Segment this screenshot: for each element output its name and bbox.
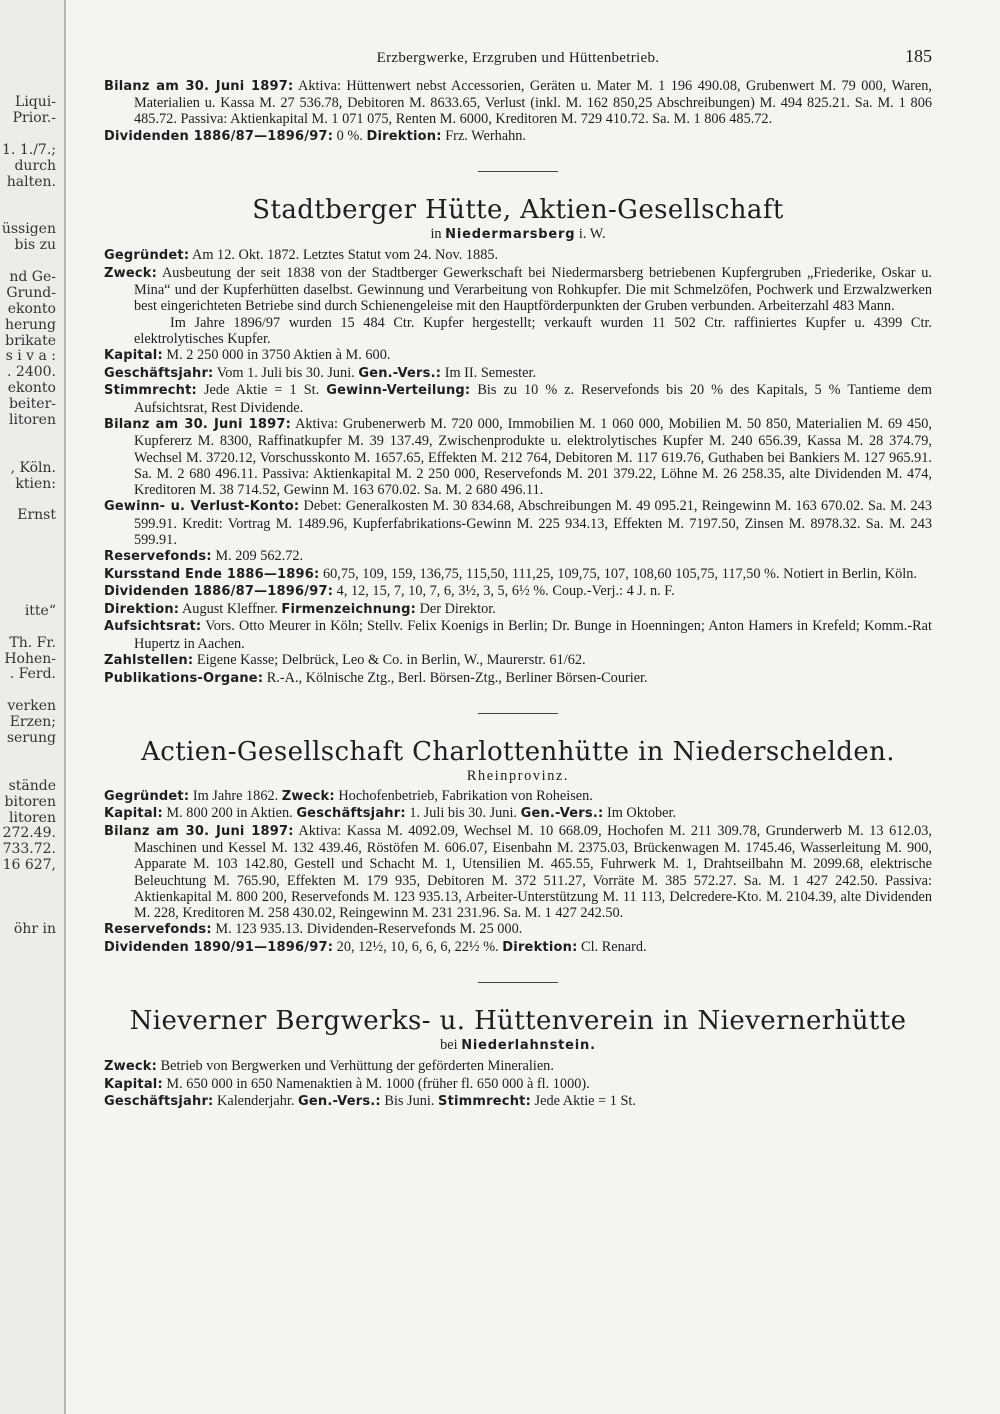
company-location	[104, 226, 932, 243]
field-zweck-continued	[104, 315, 932, 347]
field-kursstand	[104, 566, 932, 583]
field-publikations-organe	[104, 670, 932, 687]
margin-fragment: Prior.-	[12, 109, 56, 126]
margin-fragment: . Ferd.	[9, 666, 56, 683]
company-location	[104, 1037, 932, 1054]
label-geschaeftsjahr: Geschäftsjahr:	[104, 1094, 214, 1110]
margin-fragment: Ernst	[17, 507, 56, 524]
text-reservefonds: M. 209 562.72.	[211, 548, 304, 565]
label-gegruendet: Gegründet:	[104, 788, 190, 804]
label-gewinn-verteilung: Gewinn-Verteilung:	[326, 383, 471, 399]
margin-fragment: brikate	[5, 332, 56, 349]
text-stimmrecht: Jede Aktie = 1 St.	[530, 1093, 636, 1110]
entry-prev-bilanz	[104, 78, 932, 128]
label-kursstand: Kursstand Ende 1886—1896:	[104, 566, 320, 582]
text-geschaeftsjahr: 1. Juli bis 30. Juni.	[405, 805, 517, 822]
section-divider	[478, 982, 558, 983]
label-gen-vers: Gen.-Vers.:	[520, 806, 604, 822]
page-number: 185	[905, 46, 932, 66]
text-kapital: M. 2 250 000 in 3750 Aktien à M. 600.	[162, 347, 391, 364]
company-location: Rheinprovinz.	[466, 767, 570, 784]
location-place: Niederlahnstein.	[461, 1038, 596, 1054]
location-prefix: in	[430, 226, 446, 243]
field-kapital	[104, 347, 932, 364]
text-bilanz: Aktiva: Hüttenwert nebst Accessorien, Geräten u. Mater M. 1 196 490.08, Grubenwert M. 79 000, Waren, Materialien u. Kassa M. 27 536.78, Debitoren M. 8633.65, Verlust (inkl. M. 162 850,25 Abschreibungen) M. 494 825.21. Sa. M. 1 806 485.72. Passiva: Aktienkapital M. 1 071 075, Renten M. 6000, Kreditoren M. 729 410.72. Sa. M. 1 806 485.72.	[134, 78, 932, 128]
margin-fragment: halten.	[6, 173, 56, 190]
label-gegruendet: Gegründet:	[104, 248, 190, 264]
label-bilanz: Bilanz am 30. Juni 1897:	[104, 79, 294, 94]
text-gen-vers: Im Oktober.	[603, 805, 677, 822]
company-title: Nieverner Bergwerks- u. Hüttenverein in Nievernerhütte	[129, 1006, 907, 1037]
label-reservefonds: Reservefonds:	[104, 922, 212, 938]
text-stimmrecht: Jede Aktie = 1 St.	[196, 382, 320, 399]
label-bilanz: Bilanz am 30. Juni 1897:	[104, 823, 294, 839]
field-gewinn-verlust	[104, 498, 932, 548]
page-content	[104, 46, 932, 1111]
label-aufsichtsrat: Aufsichtsrat:	[104, 619, 202, 635]
margin-fragment: , Köln.	[10, 459, 56, 476]
margin-fragment: verken	[7, 698, 56, 715]
text-gen-vers: Im II. Semester.	[441, 364, 537, 381]
field-zweck	[104, 1058, 932, 1075]
field-geschaeftsjahr	[104, 1093, 932, 1110]
field-aufsichtsrat	[104, 618, 932, 651]
field-direktion	[104, 601, 932, 618]
location-suffix: i. W.	[575, 226, 606, 243]
label-firmenzeichnung: Firmenzeichnung:	[281, 601, 417, 617]
field-zweck	[104, 265, 932, 315]
text-direktion: August Kleffner.	[179, 600, 278, 617]
text-dividenden: 20, 12½, 10, 6, 6, 6, 22½ %.	[333, 938, 499, 955]
text-zweck: Ausbeutung der seit 1838 von der Stadtberger Gewerkschaft bei Niedermarsberg betriebenen Kupfergruben „Friederike, Oskar u. Mina“ und der Kupferhütten daselbst. Gewinnung und Verarbeitung von Rohkupfer. Die mit Schmelzöfen, Pochwerk und Erzwalzwerken best eingerichteten Betriebe sind durch Schienengeleise mit den Hauptförderpunkten der Gruben verbunden. Arbeiterzahl 483 Mann.	[134, 264, 932, 315]
margin-fragment: Liqui-	[15, 94, 56, 110]
location-place: Niedermarsberg	[445, 227, 576, 243]
text-zweck-continued: Im Jahre 1896/97 wurden 15 484 Ctr. Kupfer hergestellt; verkauft wurden 11 502 Ctr. raffiniertes Kupfer u. 4399 Ctr. elektrolytisches Kupfer.	[134, 314, 932, 347]
label-kapital: Kapital:	[104, 348, 163, 364]
company-title: Actien-Gesellschaft Charlottenhütte in Niederschelden.	[141, 736, 895, 767]
margin-fragment: stände	[8, 777, 56, 794]
margin-fragment: itte“	[24, 602, 56, 619]
text-dividenden: 0 %.	[333, 127, 363, 144]
label-kapital: Kapital:	[104, 1076, 163, 1092]
margin-fragment: bis zu	[14, 237, 56, 254]
text-kapital: M. 800 200 in Aktien.	[162, 805, 293, 822]
label-zweck: Zweck:	[104, 265, 158, 281]
label-gen-vers: Gen.-Vers.:	[298, 1094, 381, 1110]
field-geschaeftsjahr	[104, 365, 932, 382]
margin-fragment: Grund-	[6, 284, 56, 301]
label-zweck: Zweck:	[104, 1059, 158, 1075]
margin-fragment: ekonto	[7, 300, 56, 317]
text-bilanz: Aktiva: Grubenerwerb M. 720 000, Immobilien M. 1 060 000, Mobilien M. 50 850, Materialien M. 69 450, Kupfererz M. 8300, Raffinatkupfer M. 39 137.49, Zwischenprodukte u. elektrolytisches Kupfer M. 240 656.39, Kassa M. 28 374.79, Wechsel M. 3720.12, Vorschusskonto M. 1657.65, Effekten M. 212 764, Debitoren M. 117 619.76, Guthaben bei Bankiers M. 127 965.91. Sa. M. 2 680 496.11. Passiva: Aktienkapital M. 2 250 000, Reservefonds M. 201 379.22, Löhne M. 26 258.35, alte Dividenden M. 474, Kreditoren M. 38 714.52, Gewinn M. 163 670.02. Sa. M. 2 680 496.11.	[134, 416, 932, 498]
field-dividenden	[104, 583, 932, 600]
text-direktion: Cl. Renard.	[577, 938, 647, 955]
text-gewinn-verteilung: Bis zu 10 % z. Reservefonds bis 20 % des Kapitals, 5 % Tantieme dem Aufsichtsrat, Rest Dividende.	[134, 382, 932, 416]
margin-fragment: ktien:	[15, 475, 56, 492]
label-dividenden: Dividenden 1886/87—1896/97:	[104, 584, 334, 600]
label-geschaeftsjahr: Geschäftsjahr:	[104, 365, 214, 381]
label-bilanz: Bilanz am 30. Juni 1897:	[104, 417, 291, 433]
label-dividenden: Dividenden 1886/87—1896/97:	[104, 128, 334, 144]
margin-fragment: 1. 1./7.;	[2, 141, 56, 158]
text-aufsichtsrat: Vors. Otto Meurer in Köln; Stellv. Felix Koenigs in Berlin; Dr. Bunge in Hoenningen; Anton Hamers in Krefeld; Komm.-Rat Hupertz in Aachen.	[134, 618, 932, 652]
label-gen-vers: Gen.-Vers.:	[358, 365, 442, 381]
label-zahlstellen: Zahlstellen:	[104, 653, 194, 669]
margin-fragment: Erzen;	[9, 714, 56, 731]
margin-fragment: durch	[14, 157, 56, 174]
text-gen-vers: Bis Juni.	[380, 1093, 435, 1110]
company-nieverner	[104, 1005, 932, 1110]
field-gegruendet	[104, 247, 932, 264]
margin-fragment: 272.49.	[2, 825, 56, 842]
text-bilanz: Aktiva: Kassa M. 4092.09, Wechsel M. 10 668.09, Hochofen M. 211 309.78, Grunderwerb M. 13 612.03, Maschinen und Kessel M. 132 439.46, Röstöfen M. 606.07, Eisenbahn M. 2375.03, Brückenwagen M. 1745.46, Wasserleitung M. 900, Apparate M. 103 142.80, Gestell und Schacht M. 1, Utensilien M. 465.55, Fuhrwerk M. 1, Drahtseilbahn M. 2099.68, elektrische Beleuchtung M. 765.90, Effekten M. 179 935, Debitoren M. 372 511.27, Vorräte M. 385 572.27. Sa. M. 1 427 242.50. Passiva: Aktienkapital M. 800 200, Reservefonds M. 123 935.13, Arbeiter-Unterstützung M. 11 113, Delcredere-Kto. M. 2104.39, alte Dividenden M. 228, Kreditoren M. 258 430.02, Reingewinn M. 231 231.96. Sa. M. 1 427 242.50.	[134, 822, 932, 921]
label-stimmrecht: Stimmrecht:	[438, 1094, 531, 1110]
margin-fragment: s i v a :	[5, 348, 56, 365]
running-header-title: Erzbergwerke, Erzgruben und Hüttenbetrieb.	[376, 50, 660, 66]
margin-fragment: litoren	[8, 412, 56, 428]
company-stadtberger	[104, 194, 932, 687]
text-reservefonds: M. 123 935.13. Dividenden-Reservefonds M. 25 000.	[211, 921, 523, 938]
field-gegruendet	[104, 788, 932, 805]
location-prefix: bei	[440, 1037, 462, 1054]
left-margin-bleed	[0, 0, 66, 1414]
margin-fragment: 16 627,	[2, 857, 56, 874]
field-reservefonds	[104, 548, 932, 565]
margin-fragment: serung	[6, 730, 56, 746]
text-kapital: M. 650 000 in 650 Namenaktien à M. 1000 (früher fl. 650 000 à fl. 1000).	[162, 1075, 590, 1092]
label-direktion: Direktion:	[104, 601, 180, 617]
margin-fragment: ekonto	[7, 380, 56, 397]
field-bilanz	[104, 823, 932, 921]
text-firmenzeichnung: Der Direktor.	[416, 600, 496, 617]
margin-fragment: nd Ge-	[9, 268, 56, 285]
text-kursstand: 60,75, 109, 159, 136,75, 115,50, 111,25, 109,75, 107, 108,60 105,75, 117,50 %. Notiert in Berlin, Köln.	[319, 565, 917, 582]
entry-prev-dividenden	[104, 128, 932, 145]
margin-fragment: beiter-	[8, 396, 56, 413]
label-dividenden: Dividenden 1890/91—1896/97:	[104, 939, 334, 955]
margin-fragment: bitoren	[4, 793, 56, 810]
company-charlottenhuette	[104, 736, 932, 956]
field-dividenden	[104, 939, 932, 956]
margin-fragment: Th. Fr.	[9, 634, 56, 651]
label-publikations-organe: Publikations-Organe:	[104, 670, 264, 686]
label-geschaeftsjahr: Geschäftsjahr:	[296, 806, 406, 822]
margin-fragment: herung	[5, 316, 56, 333]
field-reservefonds	[104, 921, 932, 938]
label-kapital: Kapital:	[104, 806, 163, 822]
text-dividenden: 4, 12, 15, 7, 10, 7, 6, 3½, 3, 5, 6½ %. Coup.-Verj.: 4 J. n. F.	[333, 583, 675, 600]
text-publikations-organe: R.-A., Kölnische Ztg., Berl. Börsen-Ztg., Berliner Börsen-Courier.	[263, 669, 648, 686]
label-zweck: Zweck:	[281, 788, 335, 804]
label-stimmrecht: Stimmrecht:	[104, 383, 197, 399]
label-gewinn-verlust: Gewinn- u. Verlust-Konto:	[104, 499, 300, 515]
field-bilanz	[104, 416, 932, 498]
field-stimmrecht	[104, 382, 932, 415]
label-direktion: Direktion:	[502, 939, 578, 955]
running-header	[104, 46, 932, 70]
margin-fragment: üssigen	[1, 221, 56, 238]
field-kapital	[104, 805, 932, 822]
text-gegruendet: Im Jahre 1862.	[189, 787, 279, 804]
text-gegruendet: Am 12. Okt. 1872. Letztes Statut vom 24. Nov. 1885.	[189, 247, 499, 264]
company-title: Stadtberger Hütte, Aktien-Gesellschaft	[252, 195, 784, 226]
margin-fragment: Hohen-	[4, 650, 56, 667]
section-divider	[478, 713, 558, 714]
label-direktion: Direktion:	[366, 128, 442, 144]
text-geschaeftsjahr: Kalenderjahr.	[213, 1093, 295, 1110]
margin-fragment: . 2400.	[7, 364, 56, 381]
section-divider	[478, 171, 558, 172]
margin-fragment: öhr in	[13, 920, 56, 937]
text-gewinn-verlust: Debet: Generalkosten M. 30 834.68, Abschreibungen M. 49 095.21, Reingewinn M. 163 670.02. Sa. M. 243 599.91. Kredit: Vortrag M. 1489.96, Kupferfabrikations-Gewinn M. 225 934.13, Effekten M. 7197.50, Zinsen M. 8978.32. Sa. M. 243 599.91.	[134, 498, 932, 548]
field-zahlstellen	[104, 652, 932, 669]
margin-fragment: 733.72.	[2, 841, 56, 858]
margin-fragment: litoren	[8, 809, 56, 826]
text-zweck: Hochofenbetrieb, Fabrikation von Roheisen.	[334, 787, 593, 804]
text-zweck: Betrieb von Bergwerken und Verhüttung der geförderten Mineralien.	[157, 1058, 554, 1075]
text-geschaeftsjahr: Vom 1. Juli bis 30. Juni.	[213, 364, 355, 381]
text-zahlstellen: Eigene Kasse; Delbrück, Leo & Co. in Berlin, W., Maurerstr. 61/62.	[193, 652, 586, 669]
field-kapital	[104, 1076, 932, 1093]
label-reservefonds: Reservefonds:	[104, 549, 212, 565]
text-direktion: Frz. Werhahn.	[441, 127, 526, 144]
